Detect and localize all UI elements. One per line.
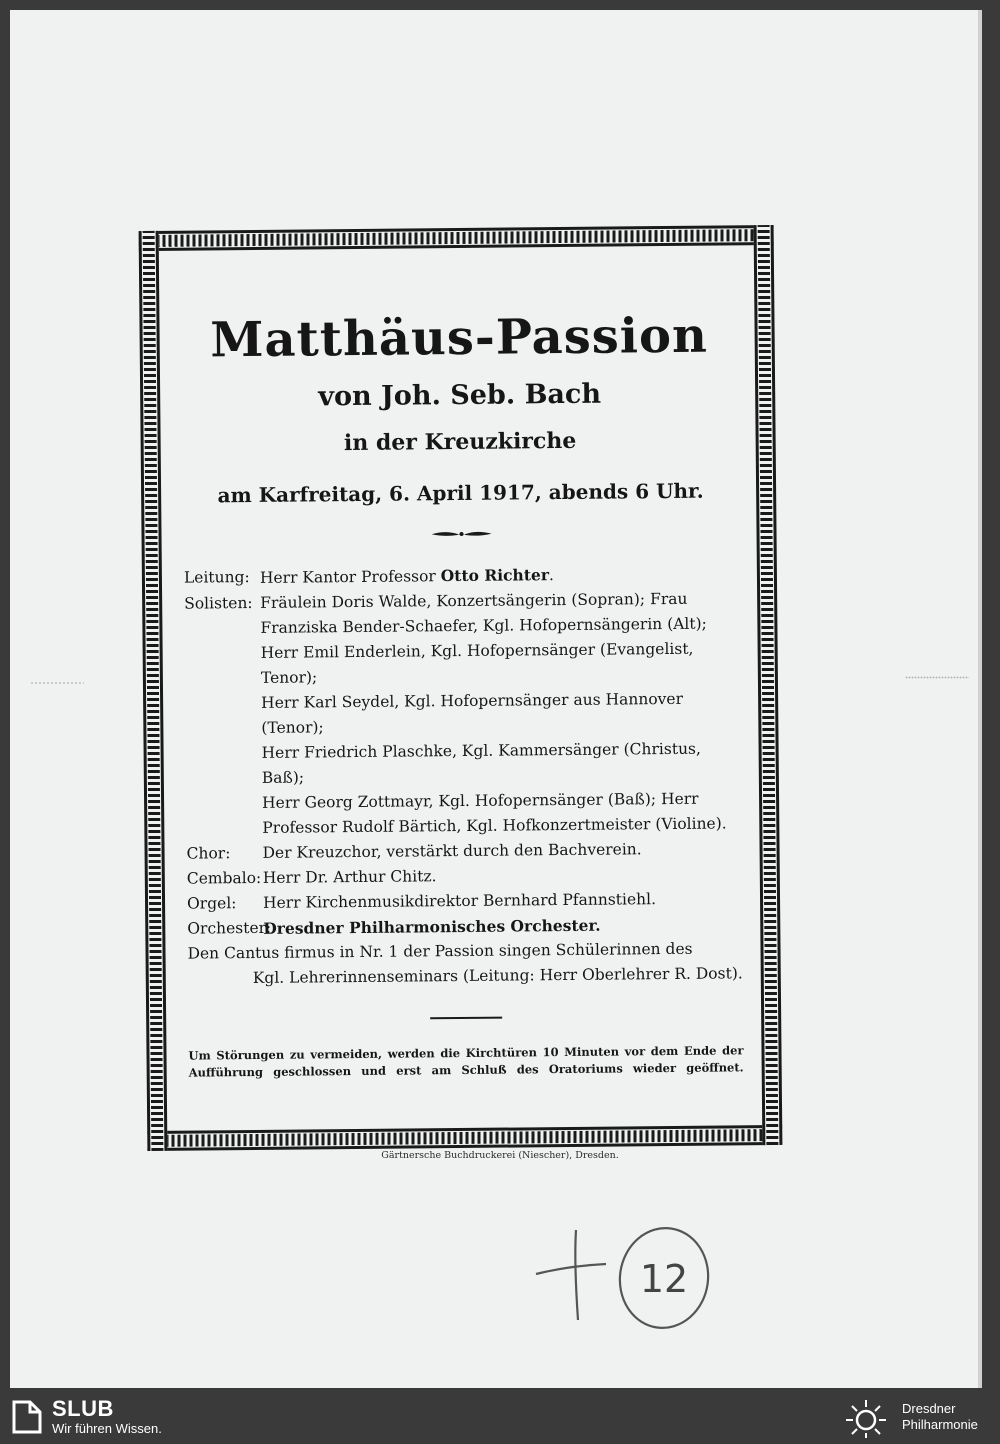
credit-label: Solisten: [184,593,253,613]
soloist-line: Fräulein Doris Walde, Konzertsängerin (Sopran); Frau [260,589,688,612]
soloist-list [260,586,741,841]
program-subtitle: von Joh. Seb. Bach [318,378,602,413]
soloist-line: Herr Georg Zottmayr, Kgl. Hofopernsänger (Baß); Herr [262,789,699,812]
printer-imprint: Gärtnersche Buchdruckerei (Niescher), Dresden. [381,1150,619,1161]
viewer-footer [0,1392,1000,1444]
credits-list [184,560,743,991]
conductor-name: Otto Richter [440,565,550,586]
credit-label: Chor: [186,844,231,863]
program-content [181,295,743,1081]
ornamental-frame [139,225,783,1151]
cantus-firmus-line-1: Den Cantus firmus in Nr. 1 der Passion singen Schülerinnen des [187,939,693,963]
credit-label: Cembalo: [186,868,262,888]
credit-label: Orchester: [187,918,272,938]
program-title: Matthäus-Passion [210,307,709,369]
slub-tagline: Wir führen Wissen. [52,1421,162,1436]
philharmonie-sun-icon[interactable] [842,1398,890,1438]
credit-label: Orgel: [186,894,237,913]
philharmonie-line-2: Philharmonie [902,1417,978,1432]
credit-value: Dresdner Philharmonisches Orchester. [263,915,601,938]
credit-value: Der Kreuzchor, verstärkt durch den Bachverein. [262,840,642,862]
soloist-line: Franziska Bender-Schaefer, Kgl. Hofopernsängerin (Alt); [260,614,707,637]
soloist-line: Herr Emil Enderlein, Kgl. Hofopernsänger (Evangelist, Tenor); [260,639,694,687]
slub-logo-icon[interactable] [12,1400,42,1434]
program-location: in der Kreuzkirche [343,427,577,457]
slub-name[interactable]: SLUB [52,1396,114,1421]
scan-edge [978,10,982,1388]
ornament-icon [429,529,493,540]
credit-prefix: Herr Kantor Professor [259,567,436,587]
credit-row-solisten [184,586,741,841]
soloist-line: Herr Karl Seydel, Kgl. Hofopernsänger aus Hannover (Tenor); [261,689,684,737]
soloist-line: Professor Rudolf Bärtich, Kgl. Hofkonzertmeister (Violine). [262,814,727,837]
credit-suffix: . [548,566,554,585]
door-notice: Um Störungen zu vermeiden, werden die Kirchtüren 10 Minuten vor dem Ende der Aufführung geschlossen und erst am Schluß des Oratoriums wieder geöffnet. [188,1043,744,1080]
credit-value: Herr Kirchenmusikdirektor Bernhard Pfannstiehl. [262,890,657,912]
program-date: am Karfreitag, 6. April 1917, abends 6 Uhr. [217,478,704,508]
scan-speckle-right [905,676,969,679]
credit-label: Leitung: [183,568,250,587]
soloist-line: Herr Friedrich Plaschke, Kgl. Kammersänger (Christus, Baß); [261,739,701,787]
shelf-mark-drawing [528,1222,718,1342]
credit-value: Herr Dr. Arthur Chitz. [262,867,437,887]
scan-speckle-left [30,682,84,684]
philharmonie-line-1: Dresdner [902,1401,956,1416]
cantus-firmus-line-2: Kgl. Lehrerinnenseminars (Leitung: Herr Oberlehrer R. Dost). [252,964,743,988]
shelf-mark-number: 12 [639,1257,689,1301]
divider-rule [430,1017,502,1020]
philharmonie-name[interactable] [902,1401,978,1433]
handwritten-shelf-mark [528,1222,718,1342]
